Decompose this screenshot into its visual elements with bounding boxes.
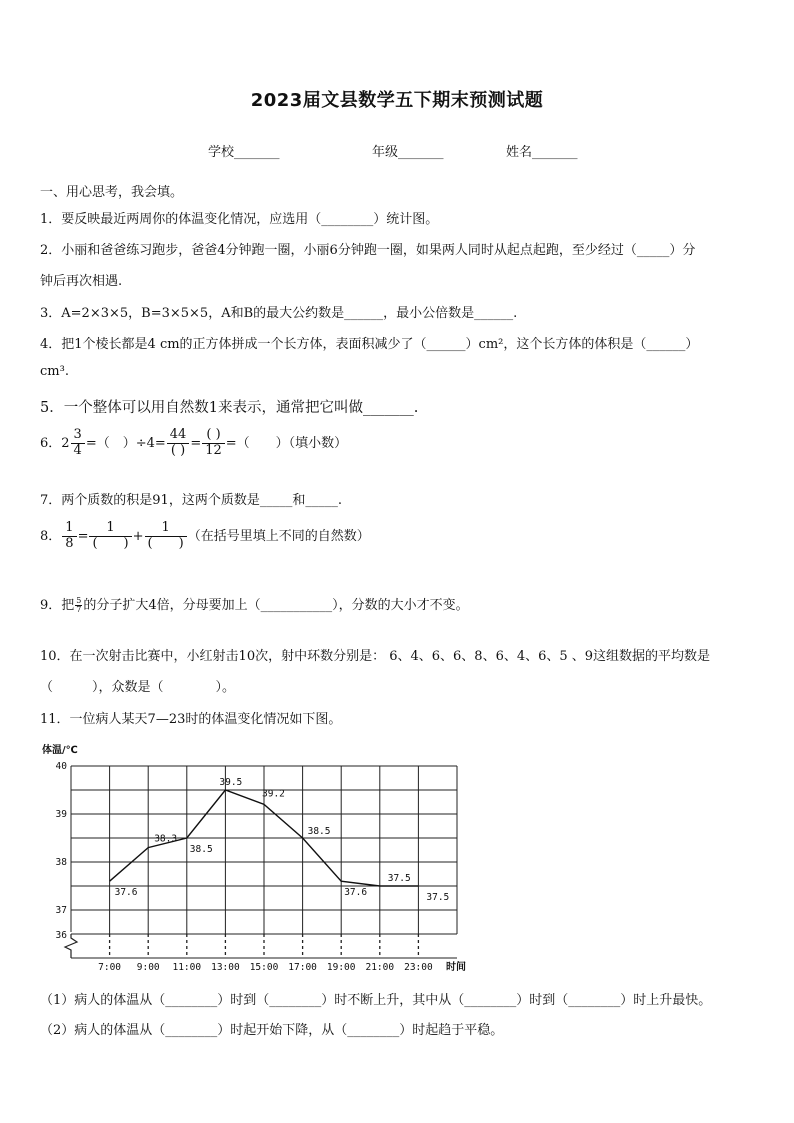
q8-fraction-2 (89, 521, 131, 552)
q8-f1-denominator: 8 (65, 535, 74, 551)
temperature-line-chart (36, 742, 476, 974)
question-1: 1．要反映最近两周你的体温变化情况，应选用（________）统计图。 (40, 212, 439, 227)
question-3: 3．A=2×3×5，B=3×5×5，A和B的最大公约数是______，最小公倍数是______. (40, 306, 518, 321)
x-tick-label: 11:00 (172, 962, 202, 973)
data-label: 38.5 (307, 826, 331, 837)
x-tick-label: 23:00 (404, 962, 433, 973)
q8-plus: + (132, 528, 144, 544)
x-tick-label: 21:00 (365, 962, 395, 973)
q6-fraction-2 (167, 428, 190, 459)
q8-f1-numerator: 1 (62, 521, 76, 537)
q8-note: （在括号里填上不同的自然数） (187, 528, 370, 544)
q6-prefix: 6．2 (40, 435, 70, 451)
question-4-line-1: 4．把1个棱长都是4 cm的正方体拼成一个长方体，表面积减少了（______）cm²，这个长方体的体积是（______） (40, 337, 699, 352)
q6-f3-denominator: 12 (205, 442, 222, 458)
q6-mixed-denominator: 4 (73, 442, 82, 458)
q8-f2-denominator: ( ) (92, 535, 129, 551)
data-label: 38.5 (189, 844, 213, 855)
question-9 (40, 594, 469, 614)
data-label: 37.6 (344, 887, 368, 899)
y-tick-label: 39 (55, 809, 67, 820)
question-11: 11．一位病人某天7—23时的体温变化情况如下图。 (40, 712, 342, 727)
q6-part1: =（ ）÷4= (85, 435, 166, 451)
section-heading: 一、用心思考，我会填。 (40, 185, 184, 200)
data-label: 37.5 (387, 873, 411, 884)
y-tick-label: 38 (55, 857, 67, 868)
data-label: 39.2 (262, 788, 285, 800)
question-5: 5．一个整体可以用自然数1来表示，通常把它叫做_______. (40, 400, 419, 416)
q8-f3-numerator: 1 (145, 521, 187, 537)
q8-f3-denominator: ( ) (147, 535, 184, 551)
question-11-part-1: （1）病人的体温从（________）时到（________）时不断上升，其中从（________）时到（________）时上升最快。 (40, 993, 712, 1008)
x-tick-label: 7:00 (98, 962, 122, 973)
data-label: 37.6 (114, 887, 138, 899)
data-label: 39.5 (219, 777, 243, 788)
data-label: 37.5 (426, 892, 450, 903)
question-10-line-2: （ ），众数是（ ）。 (40, 680, 236, 695)
q6-mixed-numerator: 3 (71, 428, 85, 444)
q6-f2-numerator: 44 (167, 428, 190, 444)
q8-equals: = (77, 528, 89, 544)
q6-part2: = (190, 435, 202, 451)
q9-rest: 的分子扩大4倍，分母要加上（___________），分数的大小才不变。 (83, 598, 469, 613)
question-10-line-1: 10．在一次射击比赛中，小红射击10次，射中环数分别是： 6、4、6、6、8、6、4、6、5 、9这组数据的平均数是 (40, 649, 711, 664)
x-tick-label: 9:00 (136, 962, 160, 973)
q9-fraction (75, 597, 82, 614)
data-label: 38.3 (154, 833, 178, 845)
y-tick-labels (56, 761, 68, 941)
q8-fraction-3 (145, 521, 187, 552)
x-tick-label: 19:00 (326, 962, 356, 973)
x-tick-label: 17:00 (288, 962, 317, 973)
x-tick-labels (98, 962, 433, 973)
question-2-line-2: 钟后再次相遇. (40, 274, 123, 289)
question-4-line-2: cm³. (40, 364, 69, 379)
q9-prefix: 9．把 (40, 598, 75, 613)
name-field: 姓名_______ (506, 145, 578, 160)
school-field: 学校_______ (208, 145, 280, 160)
q6-mixed-fraction (71, 428, 85, 459)
temperature-series (110, 777, 450, 903)
chart-grid (65, 766, 457, 958)
y-axis-label: 体温/℃ (42, 745, 78, 756)
q6-fraction-3 (202, 428, 225, 459)
q6-f3-numerator: ( ) (202, 428, 225, 444)
y-tick-label: 36 (55, 930, 67, 941)
q6-suffix: =（ ）（填小数） (225, 435, 348, 451)
q8-fraction-1 (62, 521, 76, 552)
q9-numerator: 5 (76, 596, 82, 605)
grade-field: 年级_______ (372, 145, 444, 160)
x-tick-label: 13:00 (211, 962, 240, 973)
question-7: 7．两个质数的积是91，这两个质数是_____和_____. (40, 493, 342, 508)
q8-prefix: 8． (40, 528, 62, 544)
x-tick-label: 15:00 (249, 962, 279, 973)
y-tick-label: 37 (55, 905, 67, 916)
question-2-line-1: 2．小丽和爸爸练习跑步，爸爸4分钟跑一圈，小丽6分钟跑一圈，如果两人同时从起点起跑，至少经过（_____）分 (40, 243, 696, 258)
q6-f2-denominator: ( ) (170, 442, 186, 458)
question-8 (40, 521, 370, 552)
page-title: 2023届文县数学五下期末预测试题 (250, 90, 544, 111)
y-tick-label: 40 (55, 761, 67, 772)
x-axis-label: 时间 (446, 962, 466, 973)
question-6 (40, 428, 347, 459)
q8-f2-numerator: 1 (89, 521, 131, 537)
question-11-part-2: （2）病人的体温从（________）时起开始下降，从（________）时起趋于平稳。 (40, 1023, 504, 1038)
q9-denominator: 7 (76, 605, 82, 614)
